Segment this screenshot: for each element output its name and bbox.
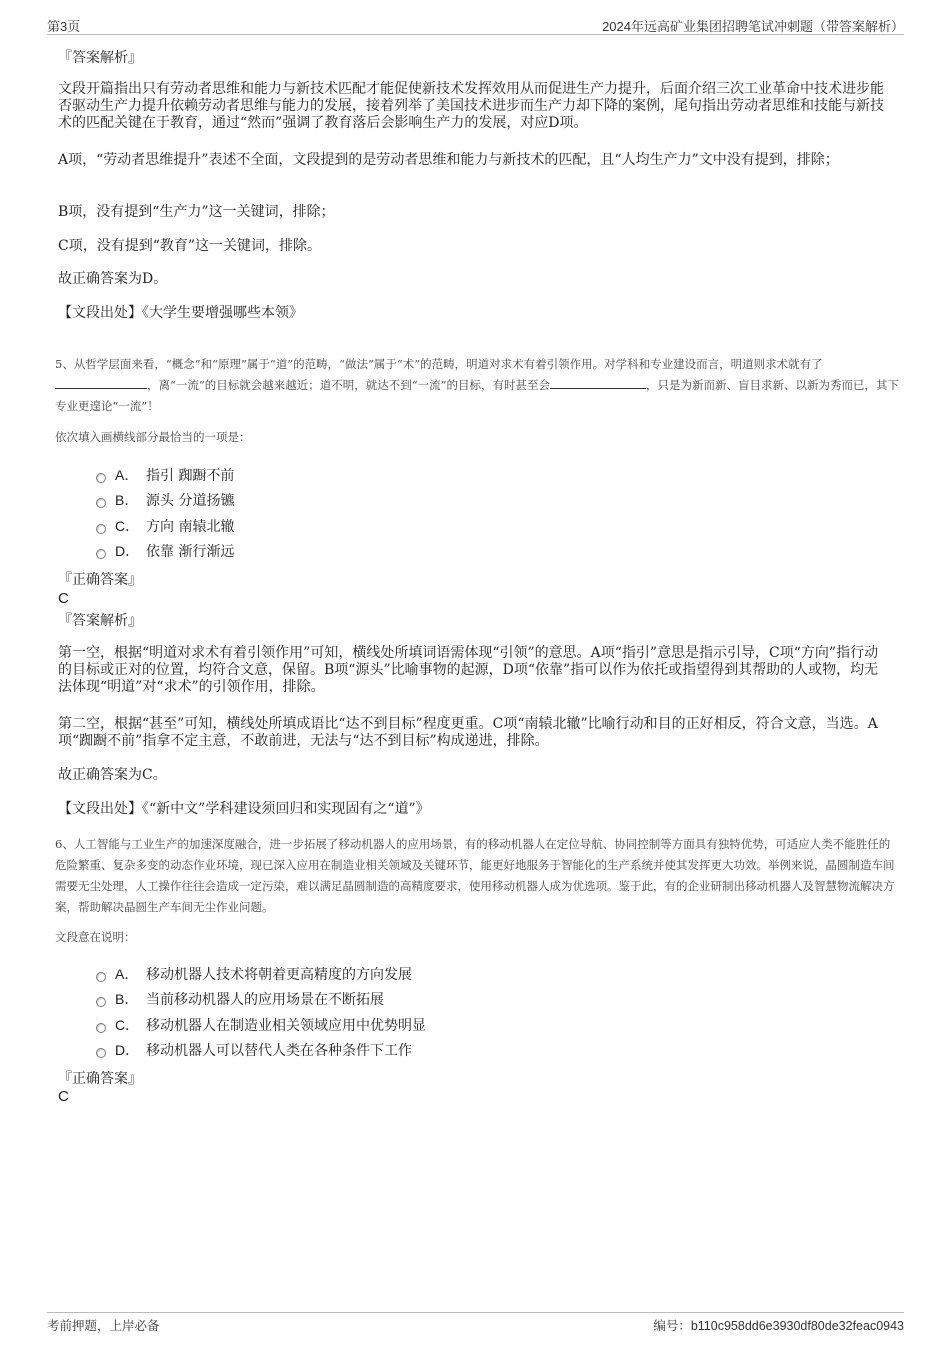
option-text: 指引 踟蹰不前 (146, 467, 235, 484)
document-code (653, 1316, 904, 1334)
option-text: 移动机器人在制造业相关领域应用中优势明显 (146, 1017, 426, 1034)
q5-analysis-heading: 『答案解析』 (58, 613, 142, 629)
page-number: 第3页 (47, 19, 81, 34)
q6-option-b[interactable] (96, 987, 426, 1013)
page-footer (47, 1312, 904, 1337)
q4-conclusion: 故正确答案为D。 (58, 271, 168, 287)
q6-stem: 6、人工智能与工业生产的加速深度融合，进一步拓展了移动机器人的应用场景，有的移动机器人在定位导航、协同控制等方面具有独特优势，可适应人类不能胜任的危险繁重、复杂多变的动态作业环境，现已深入应用在制造业相关领域及关键环节，能更好地服务于智能化的生产系统并使其发挥更大功效。举例来说，晶圆制造车间需要无尘处理，人工操作往往会造成一定污染，难以满足晶圆制造的高精度要求，使用移动机器人成为优选项。鉴于此，有的企业研制出移动机器人及智慧物流解决方案，帮助解决晶圆生产车间无尘作业问题。 (55, 837, 895, 914)
q5-analysis-paragraph-2: 第二空，根据“甚至”可知，横线处所填成语比“达不到目标”程度更重。C项“南辕北辙”比喻行动和目的正好相反，符合文意，当选。A项“踟蹰不前”指拿不定主意，不敢前进，无法与“达不到目标”构成递进，排除。 (58, 716, 878, 749)
q5-analysis-paragraph-1: 第一空，根据“明道对求术有着引领作用”可知，横线处所填词语需体现“引领”的意思。A项“指引”意思是指示引导，C项“方向”指行动的目标或正对的位置，均符合文意，保留。B项“源头”比喻事物的起源，D项“依靠”指可以作为依托或指望得到其帮助的人或物，均无法体现“明道”对“求术”的引领作用，排除。 (58, 645, 879, 695)
q4-analysis-paragraph-2: A项，“劳动者思维提升”表述不全面，文段提到的是劳动者思维和能力与新技术的匹配，且“人均生产力”文中没有提到，排除； (58, 152, 839, 168)
q5-conclusion: 故正确答案为C。 (58, 767, 167, 783)
q6-option-a[interactable] (96, 961, 426, 987)
option-text: 源头 分道扬镳 (146, 493, 235, 510)
radio-icon[interactable] (96, 1048, 106, 1058)
radio-icon[interactable] (96, 473, 106, 483)
option-letter: A． (115, 466, 139, 483)
option-letter: B． (115, 492, 139, 509)
q5-option-d[interactable] (96, 539, 234, 565)
option-letter: B． (115, 991, 139, 1008)
q4-source: 【文段出处】《大学生要增强哪些本领》 (58, 305, 303, 321)
q4-analysis-paragraph-1: 文段开篇指出只有劳动者思维和能力与新技术匹配才能促使新技术发挥效用从而促进生产力提升，后面介绍三次工业革命中技术进步能否驱动生产力提升依赖劳动者思维与能力的发展，接着列举了美国技术进步而生产力却下降的案例，尾句指出劳动者思维和技能与新技术的匹配关键在于教育，通过“然而”强调了教育落后会影响生产力的发展，对应D项。 (58, 81, 884, 131)
option-letter: D． (115, 1042, 140, 1059)
option-letter: C． (115, 1016, 140, 1033)
q5-stem (55, 354, 900, 417)
q6-prompt: 文段意在说明： (55, 930, 136, 944)
option-letter: C． (115, 517, 140, 534)
option-letter: D． (115, 543, 140, 560)
radio-icon[interactable] (96, 972, 106, 982)
q5-blank-1 (55, 376, 147, 389)
document-title: 2024年远高矿业集团招聘笔试冲刺题（带答案解析） (602, 19, 904, 34)
q4-analysis-heading: 『答案解析』 (58, 50, 142, 66)
q5-stem-part-1: 5、从哲学层面来看，“概念”和“原理”属于“道”的范畴，“做法”属于“术”的范畴，明道对求术有着引领作用。对学科和专业建设而言，明道则求术就有了 (55, 357, 823, 371)
q4-analysis-paragraph-3: B项，没有提到“生产力”这一关键词，排除； (58, 204, 335, 220)
q5-prompt: 依次填入画横线部分最恰当的一项是： (55, 430, 251, 444)
option-letter: A． (115, 965, 139, 982)
radio-icon[interactable] (96, 498, 106, 508)
q5-stem-part-2: ，离“一流”的目标就会越来越近；道不明，就达不到“一流”的目标，有时甚至会 (147, 378, 551, 392)
radio-icon[interactable] (96, 549, 106, 559)
radio-icon[interactable] (96, 1023, 106, 1033)
q6-option-c[interactable] (96, 1012, 426, 1038)
q5-options (96, 462, 234, 564)
radio-icon[interactable] (96, 524, 106, 534)
q5-option-a[interactable] (96, 462, 234, 488)
footer-slogan: 考前押题，上岸必备 (47, 1319, 160, 1333)
q5-option-c[interactable] (96, 513, 234, 539)
option-text: 当前移动机器人的应用场景在不断拓展 (146, 992, 384, 1009)
q5-option-b[interactable] (96, 488, 234, 514)
q6-correct-heading: 『正确答案』 (58, 1071, 142, 1087)
q6-option-d[interactable] (96, 1038, 426, 1064)
q5-stem-part-3: ，只是为新而新、盲目求新、以新为秀而已，其下专业更遑论“一流”！ (55, 378, 900, 413)
page-header (47, 14, 904, 35)
q6-options (96, 961, 426, 1063)
code-value: b110c958dd6e3930df80de32feac0943 (690, 1319, 904, 1333)
radio-icon[interactable] (96, 997, 106, 1007)
q4-analysis-paragraph-4: C项，没有提到“教育”这一关键词，排除。 (58, 238, 322, 254)
option-text: 移动机器人可以替代人类在各种条件下工作 (146, 1043, 412, 1060)
option-text: 依靠 渐行渐远 (146, 544, 235, 561)
option-text: 方向 南辕北辙 (146, 518, 235, 535)
q5-correct-heading: 『正确答案』 (58, 572, 142, 588)
q5-correct-answer: C (58, 590, 69, 607)
code-label: 编号： (653, 1319, 691, 1333)
option-text: 移动机器人技术将朝着更高精度的方向发展 (146, 966, 412, 983)
q5-source: 【文段出处】《“新中文”学科建设须回归和实现固有之“道”》 (58, 801, 430, 817)
q5-blank-2 (550, 376, 646, 389)
q6-correct-answer: C (58, 1088, 69, 1105)
